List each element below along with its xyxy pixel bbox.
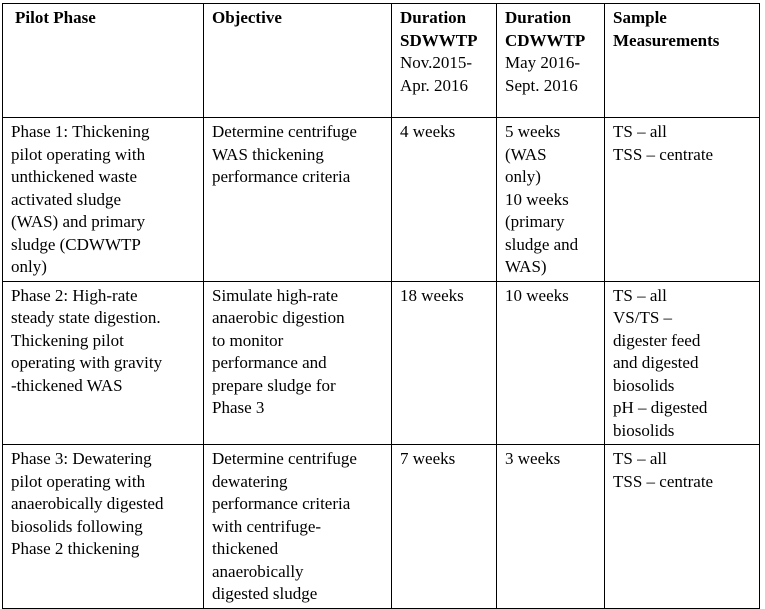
table-row <box>3 445 760 609</box>
header-objective: Objective <box>204 4 392 118</box>
header-duration-cdwwtp-dates: May 2016- Sept. 2016 <box>505 53 581 95</box>
cell-objective: Determine centrifuge WAS thickening performance criteria <box>204 118 392 282</box>
header-sample-measurements: Sample Measurements <box>605 4 760 118</box>
cell-duration-cdwwtp: 5 weeks (WAS only) 10 weeks (primary sludge and WAS) <box>497 118 605 282</box>
cell-duration-sdwwtp: 4 weeks <box>392 118 497 282</box>
cell-objective: Simulate high-rate anaerobic digestion to monitor performance and prepare sludge for Phase 3 <box>204 281 392 445</box>
cell-sample-measurements: TS – all TSS – centrate <box>605 118 760 282</box>
header-duration-sdwwtp <box>392 4 497 118</box>
cell-duration-cdwwtp: 10 weeks <box>497 281 605 445</box>
header-duration-sdwwtp-title: Duration SDWWTP <box>400 8 478 50</box>
cell-duration-sdwwtp: 18 weeks <box>392 281 497 445</box>
cell-objective: Determine centrifuge dewatering performance criteria with centrifuge- thickened anaerobically digested sludge <box>204 445 392 609</box>
cell-pilot-phase: Phase 2: High-rate steady state digestion. Thickening pilot operating with gravity -thickened WAS <box>3 281 204 445</box>
pilot-phases-table <box>2 3 760 609</box>
cell-pilot-phase: Phase 3: Dewatering pilot operating with anaerobically digested biosolids following Phase 2 thickening <box>3 445 204 609</box>
header-pilot-phase: Pilot Phase <box>3 4 204 118</box>
cell-sample-measurements: TS – all TSS – centrate <box>605 445 760 609</box>
cell-duration-sdwwtp: 7 weeks <box>392 445 497 609</box>
cell-sample-measurements: TS – all VS/TS – digester feed and digested biosolids pH – digested biosolids <box>605 281 760 445</box>
header-duration-cdwwtp-title: Duration CDWWTP <box>505 8 586 50</box>
table-header-row <box>3 4 760 118</box>
cell-duration-cdwwtp: 3 weeks <box>497 445 605 609</box>
cell-pilot-phase: Phase 1: Thickening pilot operating with unthickened waste activated sludge (WAS) and primary sludge (CDWWTP only) <box>3 118 204 282</box>
header-duration-sdwwtp-dates: Nov.2015- Apr. 2016 <box>400 53 473 95</box>
table-row <box>3 281 760 445</box>
header-duration-cdwwtp <box>497 4 605 118</box>
table-row <box>3 118 760 282</box>
